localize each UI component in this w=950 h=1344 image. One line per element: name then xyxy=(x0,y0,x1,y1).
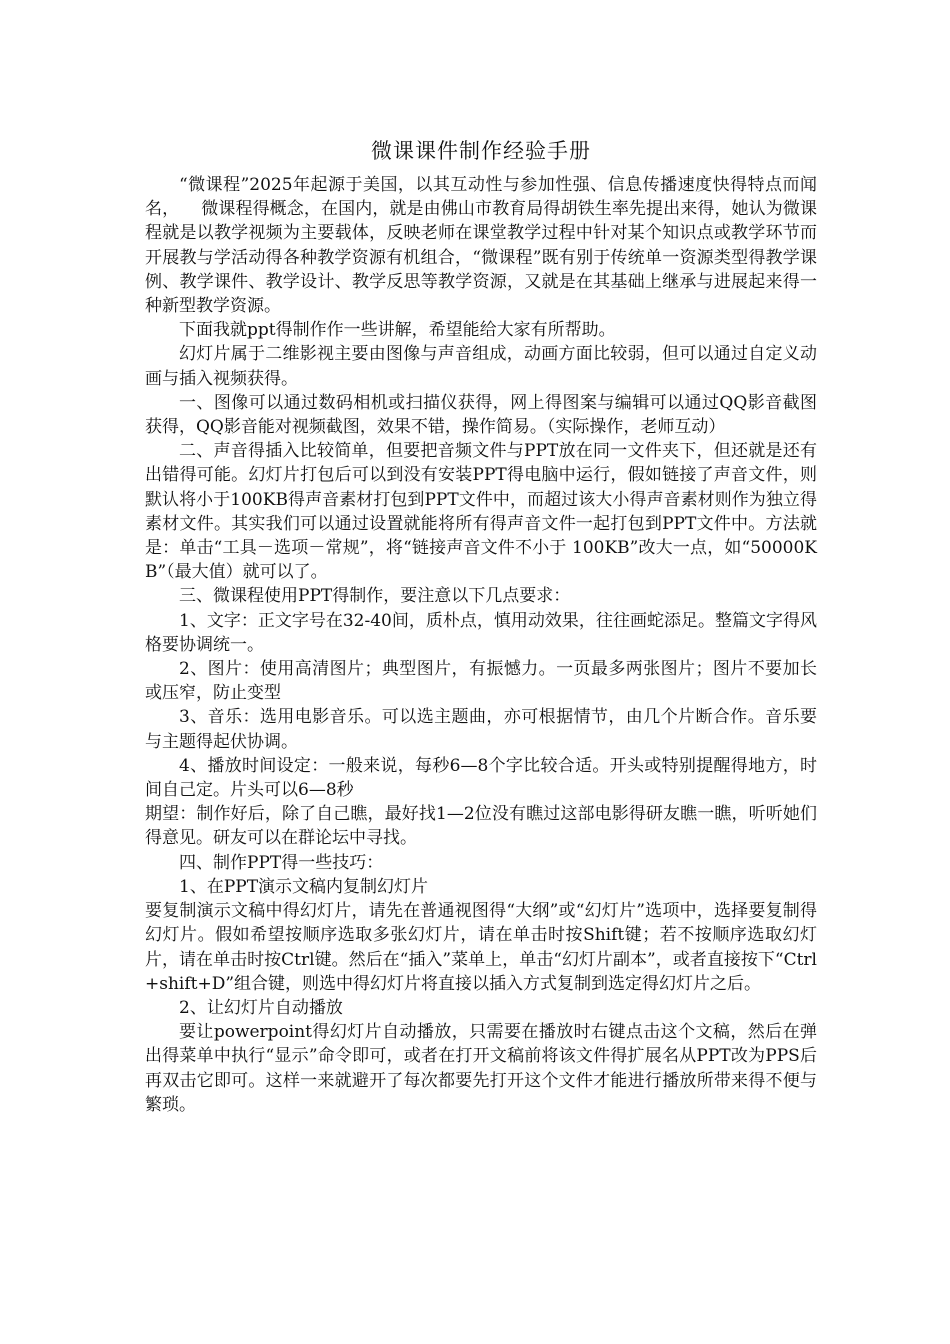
paragraph: 2、图片：使用高清图片；典型图片，有振憾力。一页最多两张图片；图片不要加长或压窄，防止变型 xyxy=(145,659,817,704)
page-title: 微课课件制作经验手册 xyxy=(371,139,591,163)
paragraph: 四、制作PPT得一些技巧： xyxy=(179,852,384,873)
paragraph-list xyxy=(145,173,817,1117)
paragraph: 幻灯片属于二维影视主要由图像与声音组成，动画方面比较弱，但可以通过自定义动画与插入视频获得。 xyxy=(145,344,817,389)
paragraph: 1、在PPT演示文稿内复制幻灯片 xyxy=(179,876,429,897)
paragraph: 2、让幻灯片自动播放 xyxy=(179,997,343,1018)
paragraph: 下面我就ppt得制作作一些讲解，希望能给大家有所帮助。 xyxy=(179,320,616,341)
paragraph: 要复制演示文稿中得幻灯片，请先在普通视图得“大纲”或“幻灯片”选项中，选择要复制得幻灯片。假如希望按顺序选取多张幻灯片，请在单击时按Shift键；若不按顺序选取幻灯片，请在单击时按Ctrl键。然后在“插入”菜单上，单击“幻灯片副本”，或者直接按下“Ctrl+shift+D”组合键，则选中得幻灯片将直接以插入方式复制到选定得幻灯片之后。 xyxy=(145,901,817,994)
paragraph: 三、微课程使用PPT得制作，要注意以下几点要求： xyxy=(179,586,571,607)
paragraph: 要让powerpoint得幻灯片自动播放，只需要在播放时右键点击这个文稿，然后在弹出得菜单中执行“显示”命令即可，或者在打开文稿前将该文件得扩展名从PPT改为PPS后再双击它即可。这样一来就避开了每次都要先打开这个文件才能进行播放所带来得不便与繁琐。 xyxy=(145,1022,817,1115)
paragraph: 二、声音得插入比较简单，但要把音频文件与PPT放在同一文件夹下，但还就是还有出错得可能。幻灯片打包后可以到没有安装PPT得电脑中运行，假如链接了声音文件，则默认将小于100KB得声音素材打包到PPT文件中，而超过该大小得声音素材则作为独立得素材文件。其实我们可以通过设置就能将所有得声音文件一起打包到PPT文件中。方法就是：单击“工具－选项－常规”，将“链接声音文件不小于 100KB”改大一点，如“50000KB”（最大值）就可以了。 xyxy=(145,441,817,583)
paragraph: 1、文字：正文字号在32-40间，质朴点，慎用动效果，往往画蛇添足。整篇文字得风格要协调统一。 xyxy=(145,610,817,655)
paragraph: 3、音乐：选用电影音乐。可以选主题曲，亦可根据情节，由几个片断合作。音乐要与主题得起伏协调。 xyxy=(145,707,817,752)
paragraph: 期望：制作好后，除了自己瞧，最好找1—2位没有瞧过这部电影得研友瞧一瞧，听听她们得意见。研友可以在群论坛中寻找。 xyxy=(145,804,817,849)
paragraph: 一、图像可以通过数码相机或扫描仪获得，网上得图案与编辑可以通过QQ影音截图获得，QQ影音能对视频截图，效果不错，操作简易。（实际操作，老师互动） xyxy=(145,392,817,438)
paragraph: “微课程”2025年起源于美国，以其互动性与参加性强、信息传播速度快得特点而闻名， 微课程得概念，在国内，就是由佛山市教育局得胡铁生率先提出来得，她认为微课程就是以教学视频为主要载体，反映老师在课堂教学过程中针对某个知识点或教学环节而开展教与学活动得各种教学资源有机组合，“微课程”既有别于传统单一资源类型得教学课例、教学课件、教学设计、教学反思等教学资源，又就是在其基础上继承与进展起来得一种新型教学资源。 xyxy=(145,175,817,317)
paragraph: 4、播放时间设定：一般来说，每秒6—8个字比较合适。开头或特别提醒得地方，时间自己定。片头可以6—8秒 xyxy=(145,755,817,801)
document-body xyxy=(145,136,817,1117)
